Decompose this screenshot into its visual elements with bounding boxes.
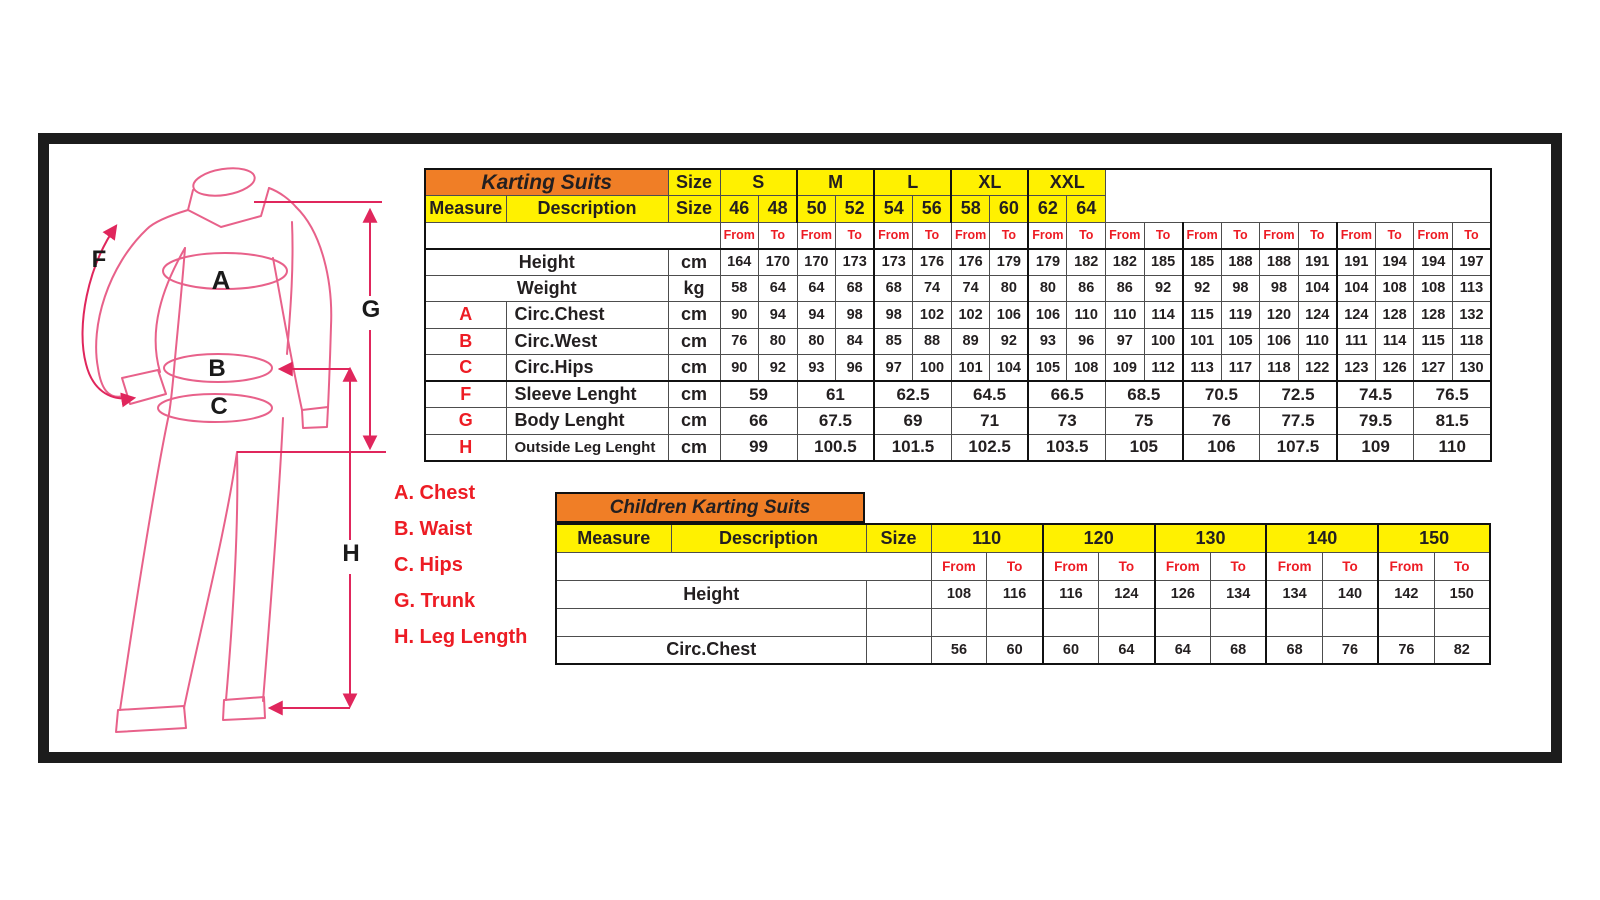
to-value-cell: 179 [990,249,1029,276]
to-header-cell: To [1210,552,1266,580]
to-value-cell: 92 [1144,275,1183,302]
description-cell: Weight [425,275,668,302]
to-header-cell: To [913,222,952,249]
description-cell: Circ.Hips [506,355,668,382]
size-value-cell: 99 [720,434,797,461]
size-value-cell: 101.5 [874,434,951,461]
torso-right [287,222,293,354]
from-value-cell: 113 [1183,355,1222,382]
size-label-cell: Size [668,169,720,196]
to-value-cell: 80 [990,275,1029,302]
table-row [425,434,1491,461]
size-value-cell: 100.5 [797,434,874,461]
from-value-cell: 64 [797,275,836,302]
size-header-cell: 62 [1028,196,1067,223]
to-value-cell: 68 [1210,636,1266,664]
from-value-cell: 101 [951,355,990,382]
from-value-cell: 80 [797,328,836,355]
to-value-cell: 80 [759,328,798,355]
size-header-cell: 140 [1266,524,1378,552]
to-value-cell: 188 [1221,249,1260,276]
from-value-cell: 68 [1266,636,1322,664]
table-row [556,552,1490,580]
from-value-cell: 92 [1183,275,1222,302]
size-value-cell: 76 [1183,408,1260,435]
from-value-cell: 94 [797,302,836,329]
diagram-label-c: C [210,393,228,420]
to-value-cell: 197 [1452,249,1491,276]
table-row [556,580,1490,608]
from-value-cell: 124 [1337,302,1376,329]
from-header-cell: From [1106,222,1145,249]
to-value-cell: 104 [990,355,1029,382]
size-header-cell: 130 [1155,524,1267,552]
from-value-cell: 98 [1260,275,1299,302]
to-header-cell: To [759,222,798,249]
to-value-cell: 124 [1298,302,1337,329]
from-value-cell: 188 [1260,249,1299,276]
to-value-cell: 112 [1144,355,1183,382]
table-row [425,355,1491,382]
size-group-header-cell: XL [951,169,1028,196]
size-group-header-cell: S [720,169,797,196]
to-header-cell: To [987,552,1043,580]
to-header-cell: To [836,222,875,249]
to-value-cell: 132 [1452,302,1491,329]
to-value-cell: 82 [1434,636,1490,664]
from-value-cell: 106 [1028,302,1067,329]
description-cell: Height [425,249,668,276]
to-value-cell: 134 [1210,580,1266,608]
from-value-cell: 110 [1106,302,1145,329]
description-cell: Outside Leg Lenght [506,434,668,461]
table-row [425,275,1491,302]
table-row [556,608,1490,636]
unit-cell: cm [668,434,720,461]
from-value-cell: 86 [1106,275,1145,302]
from-value-cell: 106 [1260,328,1299,355]
size-value-cell: 77.5 [1260,408,1337,435]
from-value-cell: 194 [1414,249,1453,276]
to-value-cell: 94 [759,302,798,329]
to-value-cell: 118 [1452,328,1491,355]
size-value-cell: 64.5 [951,381,1028,408]
legend-item: G. Trunk [394,590,476,612]
to-header-cell: To [1452,222,1491,249]
measure-header-cell: Measure [556,524,671,552]
from-header-cell: From [1155,552,1211,580]
children-size-table [555,523,1491,665]
to-value-cell [987,608,1043,636]
size-value-cell: 75 [1106,408,1183,435]
from-header-cell: From [1043,552,1099,580]
from-value-cell: 182 [1106,249,1145,276]
from-value-cell: 111 [1337,328,1376,355]
to-value-cell: 170 [759,249,798,276]
from-value-cell [1155,608,1211,636]
diagram-label-a: A [211,265,231,295]
from-value-cell: 74 [951,275,990,302]
from-header-cell: From [1337,222,1376,249]
legend-item: B. Waist [394,518,473,540]
unit-cell: cm [668,355,720,382]
measure-letter-cell: G [425,408,506,435]
from-value-cell: 60 [1043,636,1099,664]
collar-opening [191,164,256,199]
to-value-cell: 116 [987,580,1043,608]
size-value-cell: 102.5 [951,434,1028,461]
unit-cell: cm [668,328,720,355]
table-row [425,169,1491,196]
size-header-cell: 48 [759,196,798,223]
table-row [425,328,1491,355]
from-value-cell: 185 [1183,249,1222,276]
to-value-cell: 106 [990,302,1029,329]
to-value-cell: 64 [759,275,798,302]
spacer-cell [425,222,720,249]
size-label-cell: Size [866,524,931,552]
to-value-cell: 114 [1375,328,1414,355]
from-value-cell: 109 [1106,355,1145,382]
from-value-cell: 176 [951,249,990,276]
measure-legend [394,476,527,656]
size-header-cell: 52 [836,196,875,223]
from-value-cell: 191 [1337,249,1376,276]
table-row [425,302,1491,329]
from-value-cell [1043,608,1099,636]
to-header-cell: To [1375,222,1414,249]
table-row [425,222,1491,249]
legend-item: H. Leg Length [394,626,528,648]
unit-cell [866,580,931,608]
from-header-cell: From [1260,222,1299,249]
diagram-label-g: G [361,296,381,323]
from-value-cell: 98 [874,302,913,329]
table-row [425,408,1491,435]
unit-cell: kg [668,275,720,302]
size-value-cell: 103.5 [1028,434,1105,461]
size-value-cell: 69 [874,408,951,435]
table-row [556,636,1490,664]
to-value-cell: 98 [836,302,875,329]
to-value-cell: 122 [1298,355,1337,382]
size-value-cell: 106 [1183,434,1260,461]
from-value-cell: 56 [931,636,987,664]
to-value-cell: 102 [913,302,952,329]
to-value-cell: 68 [836,275,875,302]
children-table-title: Children Karting Suits [555,492,865,523]
size-group-header-cell: M [797,169,874,196]
left-leg-outer [120,414,169,710]
unit-cell: cm [668,408,720,435]
size-value-cell: 61 [797,381,874,408]
description-cell: Circ.Chest [506,302,668,329]
measure-letter-cell: C [425,355,506,382]
to-value-cell: 110 [1067,302,1106,329]
to-value-cell: 104 [1298,275,1337,302]
size-value-cell: 109 [1337,434,1414,461]
to-value-cell [1434,608,1490,636]
to-value-cell: 194 [1375,249,1414,276]
to-value-cell: 114 [1144,302,1183,329]
size-value-cell: 66.5 [1028,381,1105,408]
description-header-cell: Description [671,524,866,552]
measure-letter-cell: A [425,302,506,329]
to-value-cell [1322,608,1378,636]
to-value-cell [1099,608,1155,636]
size-value-cell: 59 [720,381,797,408]
size-value-cell: 74.5 [1337,381,1414,408]
left-boot-cuff [116,706,186,732]
description-cell: Height [556,580,866,608]
diagram-label-f: F [91,246,107,273]
size-group-header-cell: XXL [1028,169,1105,196]
from-value-cell [1266,608,1322,636]
to-value-cell: 86 [1067,275,1106,302]
size-value-cell: 81.5 [1414,408,1491,435]
to-value-cell: 191 [1298,249,1337,276]
size-value-cell: 71 [951,408,1028,435]
from-value-cell: 118 [1260,355,1299,382]
size-value-cell: 70.5 [1183,381,1260,408]
suit-diagram [40,130,440,760]
from-value-cell: 68 [874,275,913,302]
from-value-cell: 97 [1106,328,1145,355]
to-value-cell: 100 [1144,328,1183,355]
right-boot-cuff [223,697,265,720]
to-value-cell: 110 [1298,328,1337,355]
to-value-cell: 108 [1375,275,1414,302]
size-value-cell: 67.5 [797,408,874,435]
to-value-cell: 113 [1452,275,1491,302]
from-value-cell [931,608,987,636]
to-value-cell: 92 [759,355,798,382]
from-header-cell: From [874,222,913,249]
description-cell [556,608,866,636]
from-value-cell [1378,608,1434,636]
from-value-cell: 108 [1414,275,1453,302]
suit-outline [96,164,331,732]
spacer-cell [556,552,931,580]
to-value-cell: 130 [1452,355,1491,382]
size-header-cell: 46 [720,196,759,223]
to-value-cell: 173 [836,249,875,276]
from-value-cell: 179 [1028,249,1067,276]
from-value-cell: 126 [1155,580,1211,608]
from-header-cell: From [931,552,987,580]
description-header-cell: Description [506,196,668,223]
description-cell: Sleeve Lenght [506,381,668,408]
to-value-cell: 76 [1322,636,1378,664]
description-cell: Body Lenght [506,408,668,435]
to-value-cell: 105 [1221,328,1260,355]
diagram-label-b: B [208,355,226,382]
from-value-cell: 128 [1414,302,1453,329]
from-value-cell: 80 [1028,275,1067,302]
to-header-cell: To [990,222,1029,249]
from-value-cell: 97 [874,355,913,382]
size-value-cell: 73 [1028,408,1105,435]
to-value-cell: 74 [913,275,952,302]
size-header-cell: 54 [874,196,913,223]
adult-table-title-cell: Karting Suits [425,169,668,196]
from-value-cell: 108 [931,580,987,608]
right-shoulder [269,188,296,207]
to-value-cell: 96 [836,355,875,382]
unit-cell [866,636,931,664]
table-row [425,381,1491,408]
from-value-cell: 58 [720,275,759,302]
to-value-cell: 92 [990,328,1029,355]
from-value-cell: 64 [1155,636,1211,664]
to-value-cell: 60 [987,636,1043,664]
from-value-cell: 93 [1028,328,1067,355]
table-row [425,249,1491,276]
size-header-cell: 64 [1067,196,1106,223]
measure-letter-cell: F [425,381,506,408]
from-value-cell: 123 [1337,355,1376,382]
from-value-cell: 142 [1378,580,1434,608]
from-value-cell: 90 [720,355,759,382]
table-row [425,196,1491,223]
from-value-cell: 173 [874,249,913,276]
size-value-cell: 79.5 [1337,408,1414,435]
unit-cell [866,608,931,636]
from-header-cell: From [1414,222,1453,249]
from-value-cell: 127 [1414,355,1453,382]
to-value-cell: 124 [1099,580,1155,608]
table-row [556,524,1490,552]
from-header-cell: From [720,222,759,249]
to-value-cell: 117 [1221,355,1260,382]
size-header-cell: 58 [951,196,990,223]
size-header-cell: 110 [931,524,1043,552]
measure-letter-cell: B [425,328,506,355]
to-header-cell: To [1434,552,1490,580]
diagram-label-h: H [342,540,360,567]
to-header-cell: To [1298,222,1337,249]
from-value-cell: 76 [720,328,759,355]
from-value-cell: 105 [1028,355,1067,382]
to-value-cell: 126 [1375,355,1414,382]
size-value-cell: 110 [1414,434,1491,461]
size-value-cell: 76.5 [1414,381,1491,408]
to-value-cell: 88 [913,328,952,355]
to-value-cell: 84 [836,328,875,355]
right-sleeve-outer [296,207,331,408]
to-value-cell: 128 [1375,302,1414,329]
to-value-cell: 182 [1067,249,1106,276]
to-value-cell: 185 [1144,249,1183,276]
size-value-cell: 68.5 [1106,381,1183,408]
size-value-cell: 72.5 [1260,381,1337,408]
from-value-cell: 89 [951,328,990,355]
adult-size-table [424,168,1492,462]
size-header-cell: 60 [990,196,1029,223]
from-header-cell: From [951,222,990,249]
measure-header-cell: Measure [425,196,506,223]
from-value-cell: 116 [1043,580,1099,608]
from-value-cell: 115 [1414,328,1453,355]
size-header-cell: 150 [1378,524,1490,552]
unit-cell: cm [668,381,720,408]
from-value-cell: 120 [1260,302,1299,329]
to-header-cell: To [1322,552,1378,580]
from-value-cell: 164 [720,249,759,276]
legend-item: A. Chest [394,482,476,504]
from-value-cell: 115 [1183,302,1222,329]
from-value-cell: 93 [797,355,836,382]
from-header-cell: From [1378,552,1434,580]
right-cuff [302,407,328,428]
to-value-cell: 140 [1322,580,1378,608]
measure-letter-cell: H [425,434,506,461]
to-value-cell: 176 [913,249,952,276]
size-value-cell: 66 [720,408,797,435]
to-value-cell [1210,608,1266,636]
from-header-cell: From [1183,222,1222,249]
from-value-cell: 76 [1378,636,1434,664]
to-header-cell: To [1067,222,1106,249]
legend-item: C. Hips [394,554,463,576]
from-header-cell: From [1028,222,1067,249]
size-header-cell: 120 [1043,524,1155,552]
to-value-cell: 98 [1221,275,1260,302]
to-value-cell: 96 [1067,328,1106,355]
to-header-cell: To [1221,222,1260,249]
size-header-cell: 50 [797,196,836,223]
size-group-header-cell: L [874,169,951,196]
size-value-cell: 62.5 [874,381,951,408]
from-header-cell: From [797,222,836,249]
to-value-cell: 108 [1067,355,1106,382]
size-header-cell: 56 [913,196,952,223]
unit-cell: cm [668,249,720,276]
from-value-cell: 134 [1266,580,1322,608]
from-value-cell: 170 [797,249,836,276]
to-header-cell: To [1099,552,1155,580]
from-value-cell: 90 [720,302,759,329]
to-header-cell: To [1144,222,1183,249]
from-header-cell: From [1266,552,1322,580]
size-value-cell: 105 [1106,434,1183,461]
to-value-cell: 100 [913,355,952,382]
description-cell: Circ.West [506,328,668,355]
unit-cell: cm [668,302,720,329]
to-value-cell: 150 [1434,580,1490,608]
from-value-cell: 104 [1337,275,1376,302]
from-value-cell: 102 [951,302,990,329]
from-value-cell: 85 [874,328,913,355]
to-value-cell: 119 [1221,302,1260,329]
from-value-cell: 101 [1183,328,1222,355]
to-value-cell: 64 [1099,636,1155,664]
size-value-cell: 107.5 [1260,434,1337,461]
description-cell: Circ.Chest [556,636,866,664]
size-label-cell: Size [668,196,720,223]
right-leg-outer [263,418,283,701]
